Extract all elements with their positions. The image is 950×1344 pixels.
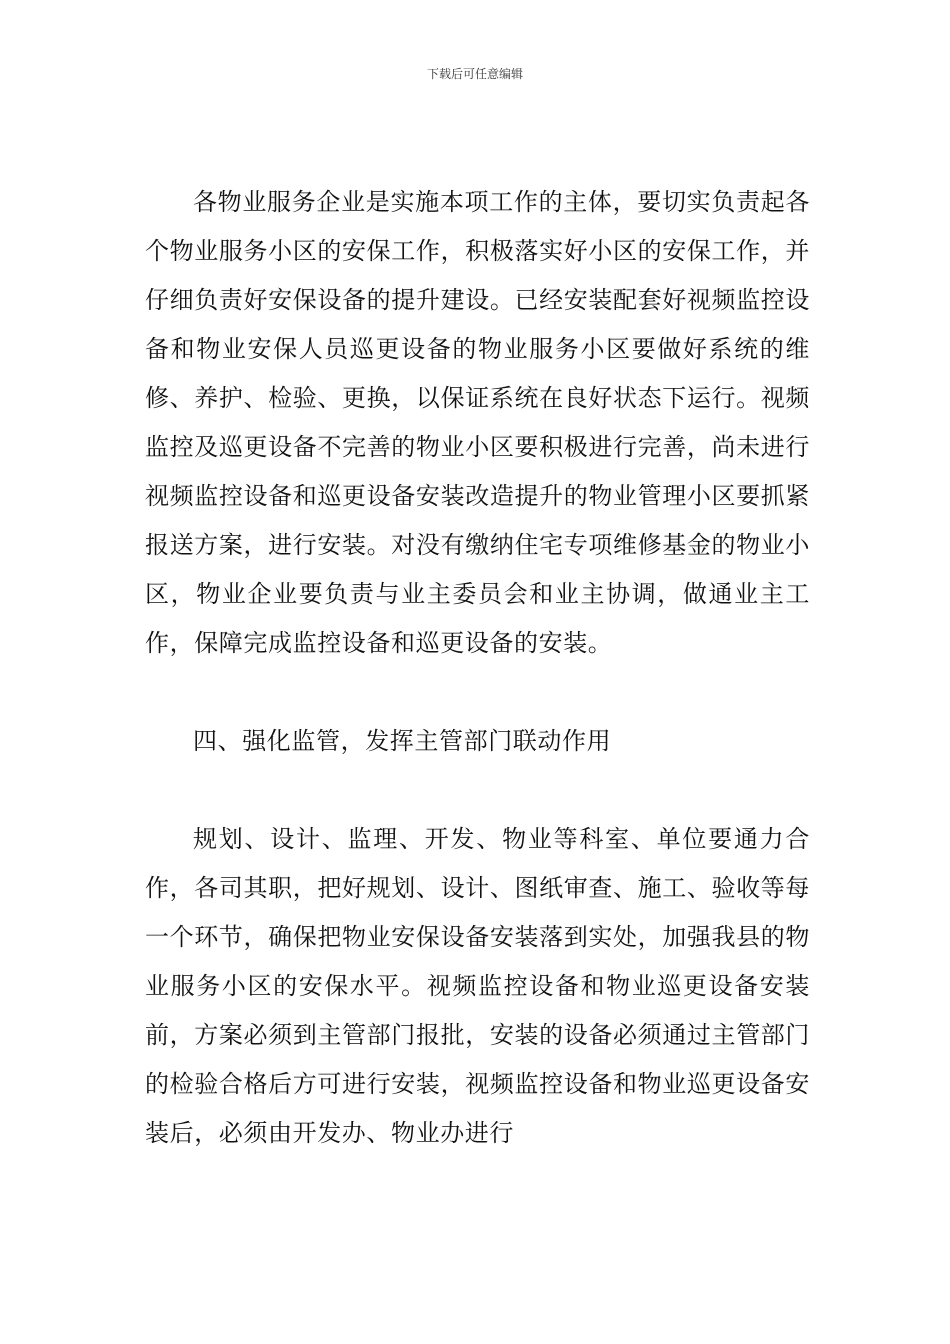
paragraph-enterprise-responsibility: 各物业服务企业是实施本项工作的主体，要切实负责起各个物业服务小区的安保工作，积极落实好小区的安保工作，并仔细负责好安保设备的提升建设。已经安装配套好视频监控设备和物业安保人员巡更设备的物业服务小区要做好系统的维修、养护、检验、更换，以保证系统在良好状态下运行。视频监控及巡更设备不完善的物业小区要积极进行完善，尚未进行视频监控设备和巡更设备安装改造提升的物业管理小区要抓紧报送方案，进行安装。对没有缴纳住宅专项维修基金的物业小区，物业企业要负责与业主委员会和业主协调，做通业主工作，保障完成监控设备和巡更设备的安装。 <box>145 188 810 657</box>
page-header: 下载后可任意编辑 <box>426 67 523 81</box>
paragraph-department-cooperation: 规划、设计、监理、开发、物业等科室、单位要通力合作，各司其职，把好规划、设计、图纸审查、施工、验收等每一个环节，确保把物业安保设备安装落到实处，加强我县的物业服务小区的安保水平。视频监控设备和物业巡更设备安装前，方案必须到主管部门报批，安装的设备必须通过主管部门的检验合格后方可进行安装，视频监控设备和物业巡更设备安装后，必须由开发办、物业办进行 <box>145 825 810 1147</box>
paragraph-spacer <box>145 668 810 717</box>
paragraph-spacer <box>145 766 810 815</box>
document-body <box>145 178 810 1158</box>
section-heading-four: 四、强化监管，发挥主管部门联动作用 <box>193 727 612 755</box>
